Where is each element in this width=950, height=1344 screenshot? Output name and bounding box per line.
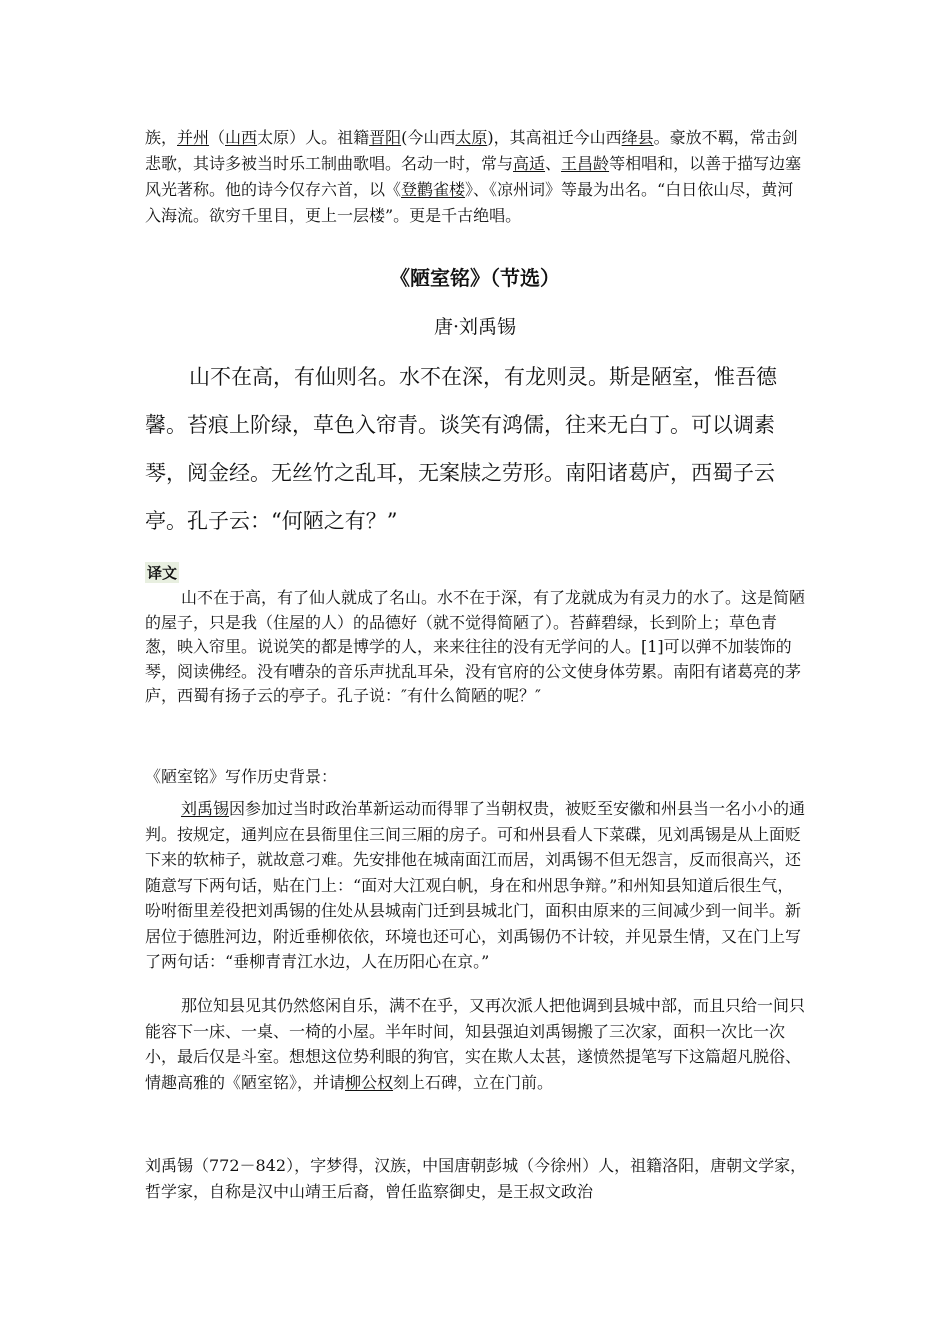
poem-title: 《陋室铭》（节选）	[390, 266, 560, 290]
intro-text: 。豪放不羁，常击剑悲歌，其诗多被当时乐工制曲歌唱。名动一时，常与	[145, 128, 798, 173]
intro-text: 、	[545, 154, 562, 173]
background-text: 刻上石碑，立在门前。	[393, 1072, 554, 1092]
background-paragraph-2	[145, 993, 807, 1095]
intro-text: （	[209, 128, 226, 147]
intro-paragraph	[145, 125, 807, 229]
link-liugongquan[interactable]: 柳公权	[345, 1072, 394, 1092]
intro-text: 族，	[145, 128, 178, 147]
poem-author: 唐·刘禹锡	[433, 316, 517, 338]
intro-text: 等相唱和，以善于描写边塞风光著称。他的诗今仅存六首，以《	[145, 154, 802, 199]
link-shanxi[interactable]: 山西	[225, 128, 258, 147]
link-liuyuxi[interactable]: 刘禹锡	[181, 799, 230, 818]
background-title: 《陋室铭》写作历史背景：	[145, 767, 338, 786]
translation-label: 译文	[147, 564, 178, 582]
link-taiyuan[interactable]: 太原	[455, 128, 488, 147]
link-jinyang[interactable]: 晋阳	[369, 128, 402, 147]
background-text: 那位知县见其仍然悠闲自乐，满不在乎，又再次派人把他调到县城中部，而且只给一间只能容下一床、一桌、一椅的小屋。半年时间，知县强迫刘禹锡搬了三次家，面积一次比一次小，最后仅是斗室。想想这位势利眼的狗官，实在欺人太甚，遂愤然提笔写下这篇超凡脱俗、情趣高雅的《陋室铭》，并请	[145, 996, 806, 1092]
translation-text: 山不在于高，有了仙人就成了名山。水不在于深，有了龙就成为有灵力的水了。这是简陋的屋子，只是我（住屋的人）的品德好（就不觉得简陋了）。苔藓碧绿，长到阶上；草色青葱，映入帘里。说说笑的都是博学的人，来来往往的没有无学问的人。[1]可以弹不加装饰的琴，阅读佛经。没有嘈杂的音乐声扰乱耳朵，没有官府的公文使身体劳累。南阳有诸葛亮的茅庐，西蜀有扬子云的亭子。孔子说：″有什么简陋的呢？″	[145, 588, 806, 705]
link-gaoshi[interactable]: 高适	[513, 154, 546, 173]
intro-text: )，其高祖迁今山西	[487, 128, 622, 147]
bio-paragraph: 刘禹锡（772－842），字梦得，汉族，中国唐朝彭城（今徐州）人，祖籍洛阳，唐朝文学家，哲学家，自称是汉中山靖王后裔，曾任监察御史，是王叔文政治	[145, 1156, 807, 1201]
intro-text: (今山西	[401, 128, 456, 147]
link-wangchangling[interactable]: 王昌龄	[561, 154, 610, 173]
background-paragraph-1	[145, 796, 807, 975]
intro-text: 太原）人。祖籍	[257, 128, 370, 147]
link-bingzhou[interactable]: 并州	[177, 128, 210, 147]
link-jiangxian[interactable]: 绛县	[621, 128, 654, 147]
link-dengguanquelou[interactable]: 登鹳雀楼	[401, 180, 466, 199]
intro-text: 》、《凉州词》等最为出名。“白日依山尽，黄河入海流。欲穷千里目，更上一层楼”。更是千古绝唱。	[145, 180, 794, 225]
poem-text: 山不在高，有仙则名。水不在深，有龙则灵。斯是陋室，惟吾德馨。苔痕上阶绿，草色入帘青。谈笑有鸿儒，往来无白丁。可以调素琴，阅金经。无丝竹之乱耳，无案牍之劳形。南阳诸葛庐，西蜀子云亭。孔子云：“何陋之有？”	[145, 365, 777, 533]
background-text: 因参加过当时政治革新运动而得罪了当朝权贵，被贬至安徽和州县当一名小小的通判。按规定，通判应在县衙里住三间三厢的房子。可和州县看人下菜碟，见刘禹锡是从上面贬下来的软柿子，就故意刁难。先安排他在城南面江而居，刘禹锡不但无怨言，反而很高兴，还随意写下两句话，贴在门上：“面对大江观白帆，身在和州思争辩。”和州知县知道后很生气，吩咐衙里差役把刘禹锡的住处从县城南门迁到县城北门，面积由原来的三间减少到一间半。新居位于德胜河边，附近垂柳依依，环境也还可心，刘禹锡仍不计较，并见景生情，又在门上写了两句话：“垂柳青青江水边，人在历阳心在京。”	[145, 799, 806, 971]
